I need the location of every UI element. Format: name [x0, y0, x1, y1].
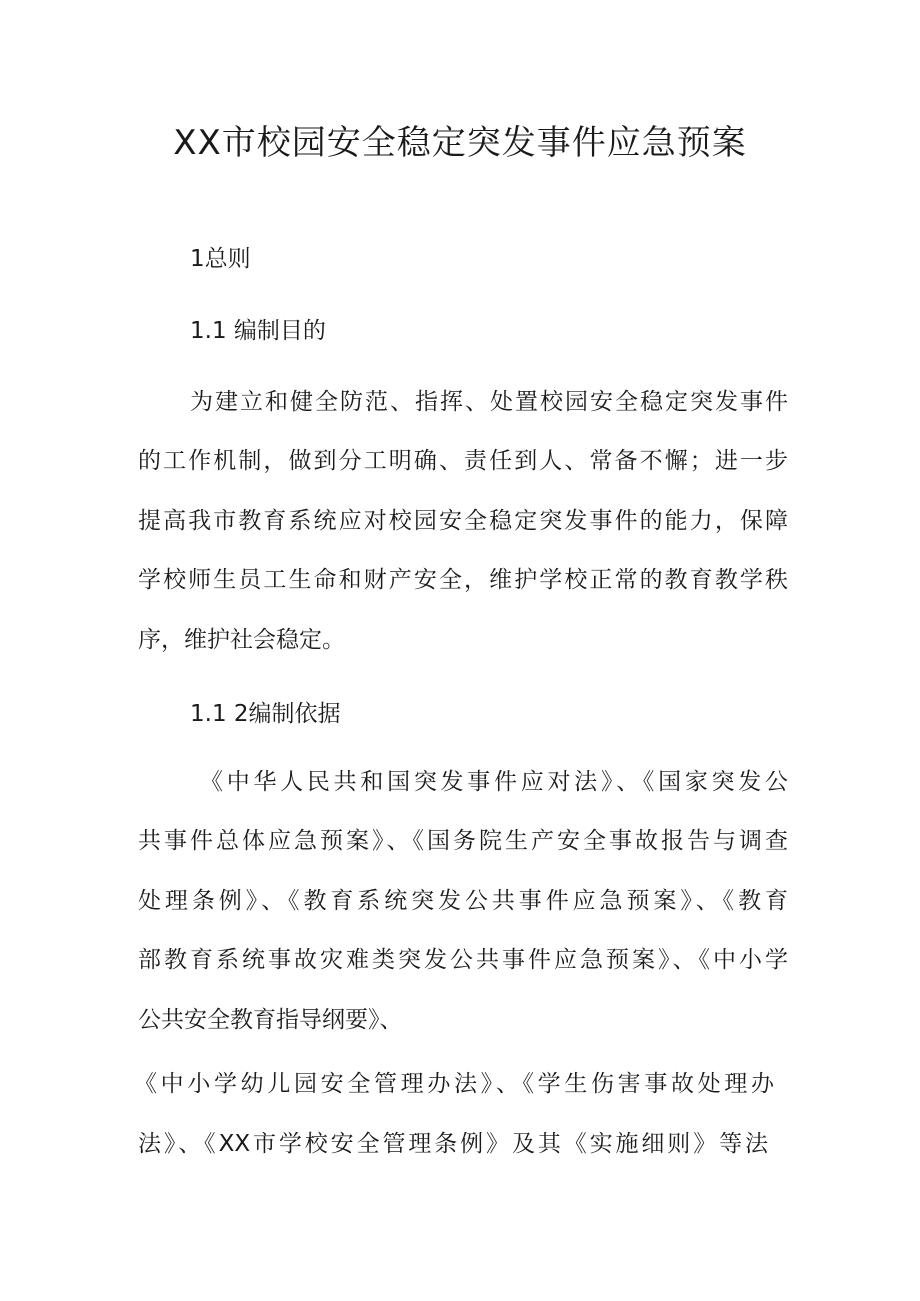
document-title: XX市校园安全稳定突发事件应急预案 — [173, 123, 747, 163]
paragraph-line: 法》、《XX市学校安全管理条例》及其《实施细则》等法 — [138, 1131, 768, 1157]
section-heading-purpose: 1.1 编制目的 — [190, 318, 326, 344]
paragraph-line: 《中小学幼儿园安全管理办法》、《学生伤害事故处理办 — [134, 1071, 774, 1097]
paragraph-line: 序，维护社会稳定。 — [138, 627, 345, 653]
paragraph-line: 的工作机制，做到分工明确、责任到人、常备不懈；进一步 — [138, 448, 788, 474]
paragraph-line: 共事件总体应急预案》、《国务院生产安全事故报告与调查 — [138, 828, 788, 854]
section-heading-basis: 1.1 2编制依据 — [190, 701, 341, 727]
paragraph-line: 《中华人民共和国突发事件应对法》、《国家突发公 — [200, 769, 788, 795]
paragraph-line: 提高我市教育系统应对校园安全稳定突发事件的能力，保障 — [138, 508, 788, 534]
paragraph-line: 学校师生员工生命和财产安全，维护学校正常的教育教学秩 — [138, 567, 788, 593]
section-heading-general: 1总则 — [190, 246, 251, 272]
paragraph-line: 部教育系统事故灾难类突发公共事件应急预案》、《中小学 — [138, 947, 788, 973]
paragraph-line: 为建立和健全防范、指挥、处置校园安全稳定突发事件 — [190, 389, 788, 415]
paragraph-line: 处理条例》、《教育系统突发公共事件应急预案》、《教育 — [138, 888, 788, 914]
paragraph-line: 公共安全教育指导纲要》、 — [138, 1007, 403, 1033]
